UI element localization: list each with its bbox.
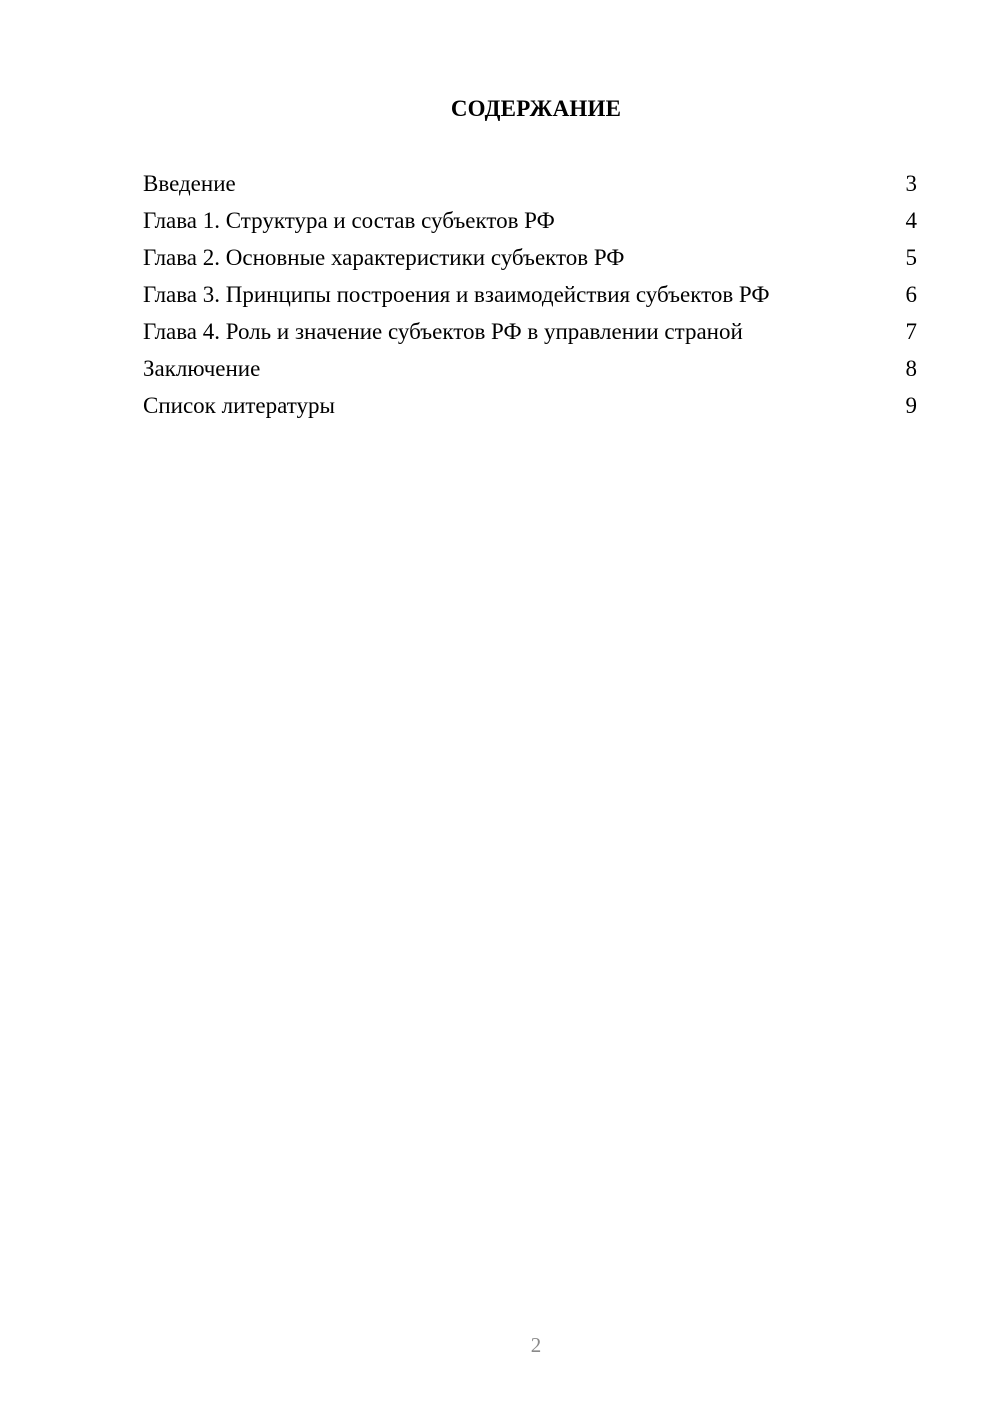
toc-entry-text: Глава 1. Структура и состав субъектов РФ <box>143 208 555 233</box>
toc-entry-text: Список литературы <box>143 393 335 418</box>
toc-entry-text: Глава 3. Принципы построения и взаимодействия субъектов РФ <box>143 282 770 307</box>
toc-entry-chapter-4 <box>143 318 920 346</box>
page-number: 2 <box>530 1333 542 1357</box>
toc-entry-text: Введение <box>143 171 236 196</box>
toc-entry-page: 6 <box>905 282 917 307</box>
page-title: СОДЕРЖАНИЕ <box>450 96 622 121</box>
table-of-contents <box>143 170 920 429</box>
toc-entry-bibliography <box>143 392 920 420</box>
toc-entry-chapter-2 <box>143 244 920 272</box>
toc-entry-chapter-1 <box>143 207 920 235</box>
toc-entry-page: 4 <box>905 208 917 233</box>
toc-entry-page: 8 <box>905 356 917 381</box>
toc-entry-chapter-3 <box>143 281 920 309</box>
toc-entry-text: Глава 4. Роль и значение субъектов РФ в управлении страной <box>143 319 743 344</box>
toc-entry-introduction <box>143 170 920 198</box>
toc-entry-conclusion <box>143 355 920 383</box>
toc-entry-page: 7 <box>905 319 917 344</box>
toc-entry-text: Глава 2. Основные характеристики субъектов РФ <box>143 245 625 270</box>
toc-entry-page: 5 <box>905 245 917 270</box>
toc-entry-page: 9 <box>905 393 917 418</box>
toc-entry-page: 3 <box>905 171 917 196</box>
toc-entry-text: Заключение <box>143 356 261 381</box>
